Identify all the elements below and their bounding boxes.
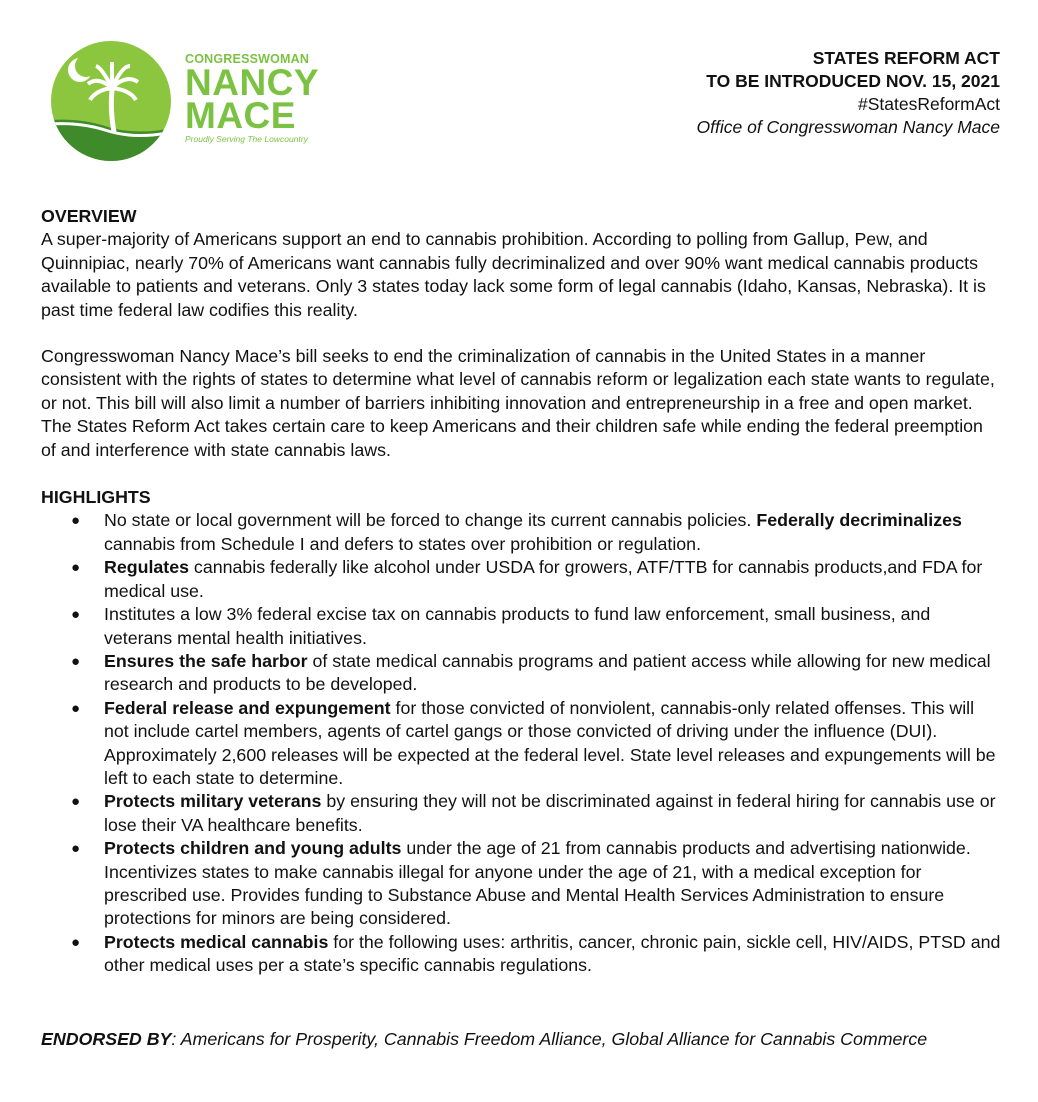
- list-item: [41, 603, 1001, 650]
- document-header: [697, 47, 1000, 139]
- item-bold-text: Federal release and expungement: [104, 697, 391, 718]
- overview-paragraph-1: A super-majority of Americans support an end to cannabis prohibition. According to polling from Gallup, Pew, and Quinnipiac, nearly 70% of Americans want cannabis fully decriminalized and over 90% want medical cannabis products available to patients and veterans. Only 3 states today lack some form of legal cannabis (Idaho, Kansas, Nebraska). It is past time federal law codifies this reality.: [41, 229, 986, 320]
- item-bold-text: Protects children and young adults: [104, 838, 402, 859]
- bullet-icon: ●: [71, 699, 81, 717]
- endorsements: [41, 1028, 1001, 1051]
- item-bold-text: Federally decriminalizes: [756, 510, 962, 531]
- bullet-icon: ●: [71, 840, 81, 858]
- item-text: cannabis federally like alcohol under USDA for growers, ATF/TTB for cannabis products,and FDA for medical use.: [104, 557, 983, 601]
- list-item: [41, 509, 1001, 556]
- list-item: [41, 650, 1001, 697]
- item-text: cannabis from Schedule I and defers to states over prohibition or regulation.: [104, 533, 702, 554]
- logo-line-nancy: NANCY: [185, 62, 320, 103]
- endorsed-by-label: ENDORSED BY: [41, 1029, 172, 1049]
- logo-tagline: Proudly Serving The Lowcountry: [185, 134, 308, 144]
- item-bold-text: Ensures the safe harbor: [104, 650, 308, 671]
- list-item: [41, 790, 1001, 837]
- header-title-line2: TO BE INTRODUCED NOV. 15, 2021: [706, 71, 1000, 91]
- header-office: Office of Congresswoman Nancy Mace: [696, 117, 1000, 137]
- item-text: by ensuring they will not be discriminated against in federal hiring for cannabis use or lose their VA healthcare benefits.: [104, 791, 996, 835]
- overview-paragraph-2: Congresswoman Nancy Mace’s bill seeks to end the criminalization of cannabis in the United States in a manner consistent with the rights of states to determine what level of cannabis reform or legalization each state wants to regulate, or not. This bill will also limit a number of barriers inhibiting innovation and entrepreneurship in a free and open market. The States Reform Act takes certain care to keep Americans and their children safe while ending the federal preemption of and interference with state cannabis laws.: [41, 346, 995, 460]
- logo-wordmark: [185, 52, 345, 144]
- header-hashtag: #StatesReformAct: [858, 94, 1000, 114]
- highlights-list: [41, 509, 1001, 977]
- item-text: No state or local government will be forced to change its current cannabis policies.: [104, 510, 757, 531]
- bullet-icon: ●: [71, 652, 81, 670]
- bullet-icon: ●: [71, 606, 81, 624]
- endorsed-by-text: : Americans for Prosperity, Cannabis Freedom Alliance, Global Alliance for Cannabis Commerce: [171, 1029, 928, 1049]
- bullet-icon: ●: [71, 512, 81, 530]
- list-item: [41, 931, 1001, 978]
- list-item: [41, 697, 1001, 791]
- overview-heading: OVERVIEW: [41, 206, 137, 226]
- list-item: [41, 837, 1001, 931]
- palmetto-moon-logo-icon: [50, 40, 172, 162]
- item-bold-text: Protects medical cannabis: [104, 931, 329, 952]
- list-item: [41, 556, 1001, 603]
- highlights-heading: HIGHLIGHTS: [41, 487, 151, 508]
- item-text: under the age of 21 from cannabis products and advertising nationwide. Incentivizes states to make cannabis illegal for anyone under the age of 21, with a medical exception for prescribed use. Provides funding to Substance Abuse and Mental Health Services Administration to ensure protections for minors are being considered.: [104, 838, 971, 929]
- congresswoman-logo: [50, 38, 350, 164]
- document-body: [41, 205, 1001, 978]
- item-bold-text: Regulates: [104, 557, 189, 578]
- bullet-icon: ●: [71, 933, 81, 951]
- item-text: of state medical cannabis programs and patient access while allowing for new medical research and products to be developed.: [104, 650, 991, 695]
- item-text: for the following uses: arthritis, cancer, chronic pain, sickle cell, HIV/AIDS, PTSD and other medical uses per a state’s specific cannabis regulations.: [104, 931, 1001, 976]
- header-title-line1: STATES REFORM ACT: [812, 48, 1000, 68]
- item-text: for those convicted of nonviolent, cannabis-only related offenses. This will not include cartel members, agents of cartel gangs or those convicted of driving under the influence (DUI). Approximately 2,600 releases will be expected at the federal level. State level releases and expungements will be left to each state to determine.: [104, 697, 996, 788]
- logo-line-mace: MACE: [185, 95, 296, 136]
- item-bold-text: Protects military veterans: [104, 791, 322, 812]
- bullet-icon: ●: [71, 559, 81, 577]
- logo-line-congresswoman: CONGRESSWOMAN: [185, 52, 310, 66]
- bullet-icon: ●: [71, 793, 81, 811]
- item-text: Institutes a low 3% federal excise tax on cannabis products to fund law enforcement, small business, and veterans mental health initiatives.: [104, 604, 931, 648]
